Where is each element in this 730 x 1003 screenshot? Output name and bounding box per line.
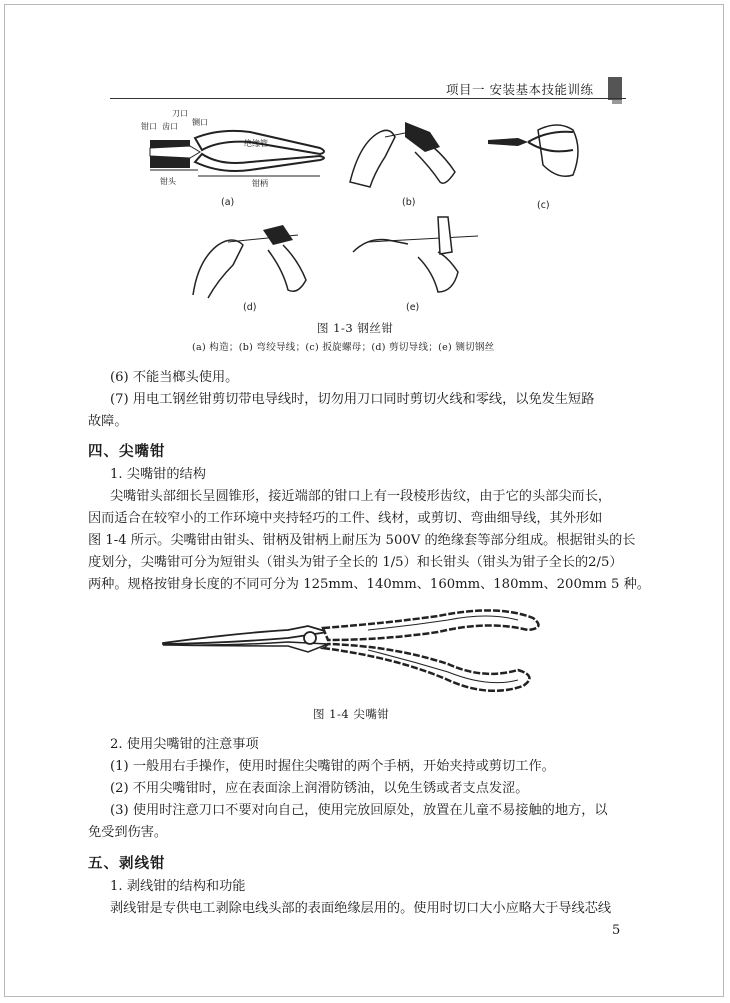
sublabel-e: (e): [406, 302, 420, 313]
para-5-line-1: 剥线钳是专供电工剥除电线头部的表面绝缘层用的。使用时切口大小应略大于导线芯线: [110, 901, 612, 916]
subsection-4-1: 1. 尖嘴钳的结构: [110, 467, 206, 482]
para-line-1: 尖嘴钳头部细长呈圆锥形，接近端部的钳口上有一段棱形齿纹，由于它的头部尖而长，: [110, 489, 612, 504]
figure-1-4-title: 图 1-4 尖嘴钳: [313, 707, 390, 721]
label-jueyuanguan: 绝缘管: [244, 139, 268, 148]
item-7: (7) 用电工钢丝钳剪切带电导线时，切勿用刀口同时剪切火线和零线，以免发生短路: [110, 392, 595, 407]
item-7-cont: 故障。: [88, 414, 128, 429]
figure-1-3e-cutting-steel: [348, 212, 483, 297]
figure-1-3c-turning-nut: [488, 120, 588, 190]
sublabel-b: (b): [402, 197, 416, 208]
label-daokou: 刀口: [172, 109, 188, 118]
subsection-4-2: 2. 使用尖嘴钳的注意事项: [110, 737, 259, 752]
subsection-5-1: 1. 剥线钳的结构和功能: [110, 879, 246, 894]
para-line-3: 图 1-4 所示。尖嘴钳由钳头、钳柄及钳柄上耐压为 500V 的绝缘套等部分组成。根据钳头的长: [88, 533, 636, 548]
header-rule: [110, 98, 626, 99]
label-chikou: 齿口: [162, 122, 178, 131]
item-6: (6) 不能当榔头使用。: [110, 370, 239, 385]
sublabel-a: (a): [221, 197, 235, 208]
figure-1-4-needle-nose-pliers: [158, 598, 548, 700]
para-line-2: 因而适合在较窄小的工作环境中夹持轻巧的工件、线材，或剪切、弯曲细导线，其外形如: [88, 511, 603, 526]
figure-1-3b-twisting-wire: [345, 112, 465, 192]
section-4-heading: 四、尖嘴钳: [88, 444, 166, 460]
label-zhakou: 铡口: [192, 118, 208, 127]
label-qiantou: 钳头: [160, 177, 176, 186]
label-qiankou: 钳口: [141, 122, 157, 131]
sublabel-d: (d): [243, 302, 257, 313]
para-line-5: 两种。规格按钳身长度的不同可分为 125mm、140mm、160mm、180mm、200mm 5 种。: [88, 577, 650, 592]
header-tab: [608, 77, 622, 100]
figure-1-3d-cutting-wire: [188, 220, 313, 300]
figure-1-3-title: 图 1-3 钢丝钳: [317, 321, 394, 335]
section-5-heading: 五、剥线钳: [88, 856, 166, 872]
header-tab-shadow: [612, 100, 622, 104]
para-line-4: 度划分，尖嘴钳可分为短钳头（钳头为钳子全长的 1/5）和长钳头（钳头为钳子全长的2/5）: [88, 555, 623, 570]
note-2: (2) 不用尖嘴钳时，应在表面涂上润滑防锈油，以免生锈或者支点发涩。: [110, 781, 529, 796]
page-number: 5: [612, 923, 621, 938]
label-qianbing: 钳柄: [252, 179, 268, 188]
note-3-cont: 免受到伤害。: [88, 825, 168, 840]
sublabel-c: (c): [537, 200, 550, 211]
figure-1-3-note: (a) 构造；(b) 弯绞导线；(c) 扳旋螺母；(d) 剪切导线；(e) 铡切钢丝: [192, 342, 495, 353]
note-3: (3) 使用时注意刀口不要对向自己，使用完放回原处，放置在儿童不易接触的地方，以: [110, 803, 608, 818]
note-1: (1) 一般用右手操作，使用时握住尖嘴钳的两个手柄，开始夹持或剪切工作。: [110, 759, 555, 774]
running-header: 项目一 安装基本技能训练: [446, 82, 594, 97]
